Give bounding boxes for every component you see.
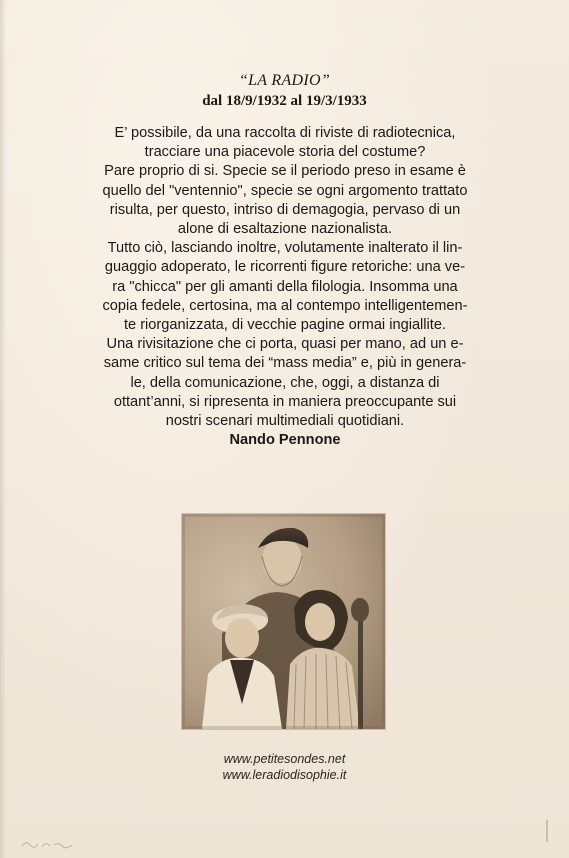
sepia-photo-illustration xyxy=(182,514,385,729)
cover-title: “LA RADIO” xyxy=(238,72,331,89)
page-edge-shadow xyxy=(0,0,6,858)
blurb-text xyxy=(70,124,500,450)
blurb-line: ra "chicca" per gli amanti della filologia. Insomma una xyxy=(112,278,458,295)
blurb-line: Pare proprio di si. Specie se il periodo preso in esame è xyxy=(104,163,466,180)
cover-dates: dal 18/9/1932 al 19/3/1933 xyxy=(202,93,367,109)
vintage-photo-three-women xyxy=(182,514,385,729)
blurb-line: quello del "ventennio", specie se ogni argomento trattato xyxy=(102,182,468,199)
blurb-line: Tutto ciò, lasciando inoltre, volutamente inalterato il lin- xyxy=(107,240,463,257)
blurb-line: guaggio adoperato, le ricorrenti figure retoriche: una ve- xyxy=(104,259,466,276)
blurb-line: alone di esaltazione nazionalista. xyxy=(177,221,393,238)
blurb-line: nostri scenari multimediali quotidiani. xyxy=(165,413,405,430)
blurb-line: copia fedele, certosina, ma al contempo intelligentemen- xyxy=(102,297,468,314)
blurb-line: tracciare una piacevole storia del costume? xyxy=(144,144,426,161)
author-name: Nando Pennone xyxy=(229,432,341,449)
website-link-1[interactable]: www.petitesondes.net xyxy=(223,752,346,766)
pencil-scribble xyxy=(20,836,80,850)
blurb-line: ottant’anni, si ripresenta in maniera preoccupante sui xyxy=(113,393,457,410)
website-links xyxy=(0,751,569,783)
blurb-line: le, della comunicazione, che, oggi, a distanza di xyxy=(130,374,440,391)
blurb-line: E’ possibile, da una raccolta di riviste di radiotecnica, xyxy=(114,125,456,141)
page-mark xyxy=(546,820,548,842)
blurb-line: same critico sul tema dei “mass media” e, più in genera- xyxy=(103,355,467,372)
blurb-line: Una rivisitazione che ci porta, quasi per mano, ad un e- xyxy=(106,336,464,353)
blurb-line: risulta, per questo, intriso di demagogia, pervaso di un xyxy=(109,201,461,218)
website-link-2[interactable]: www.leradiodisophie.it xyxy=(222,768,347,782)
blurb-line: te riorganizzata, di vecchie pagine ormai ingiallite. xyxy=(123,317,447,334)
